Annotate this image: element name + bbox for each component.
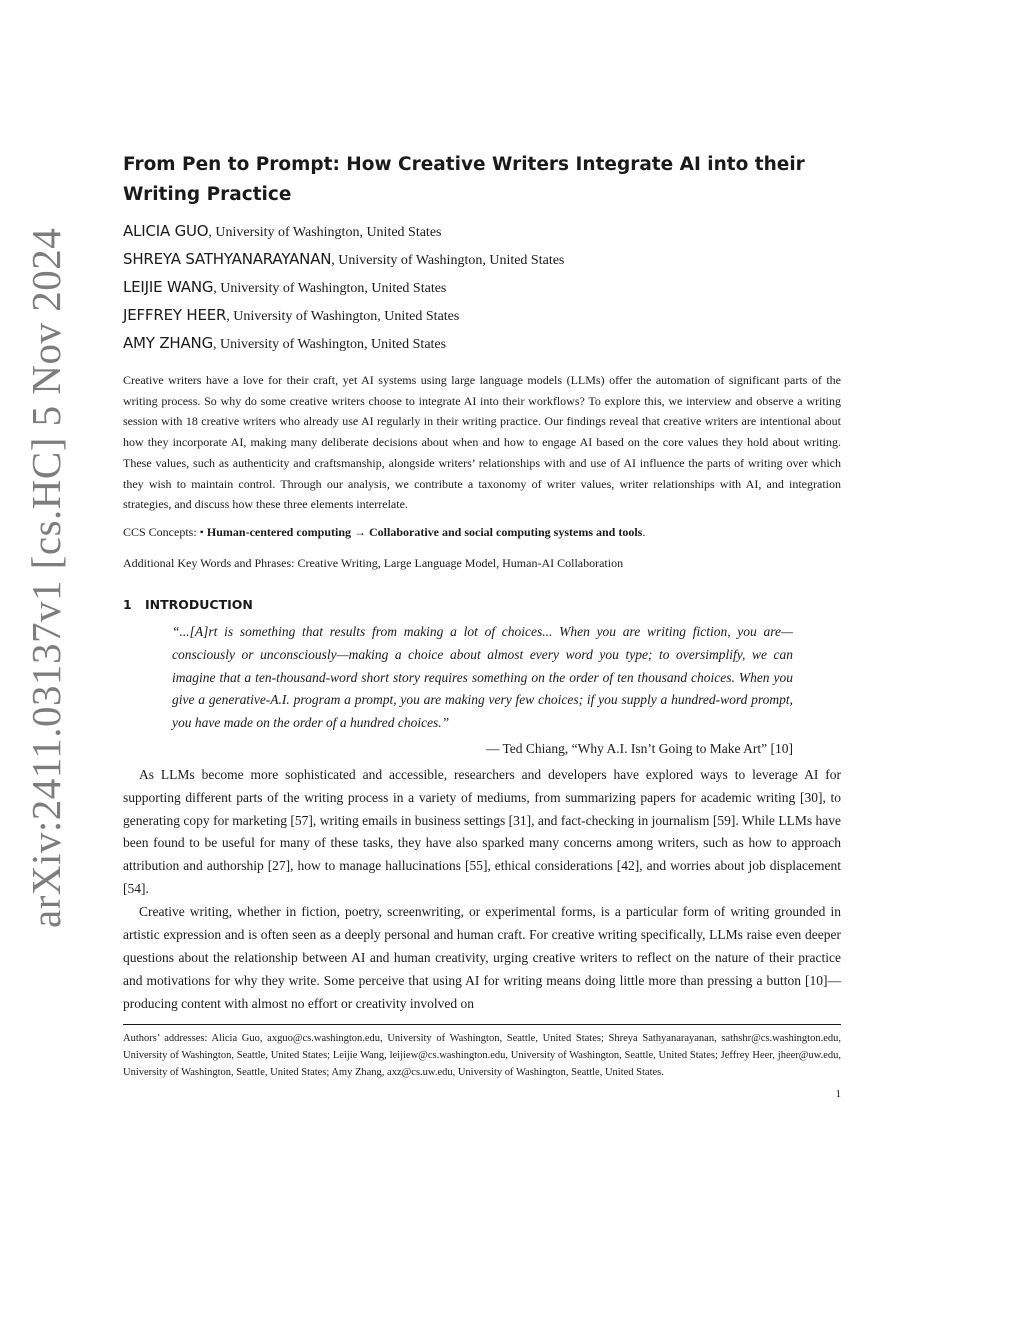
ccs-concepts	[123, 522, 841, 542]
author-list	[123, 218, 841, 358]
epigraph-quote: “...[A]rt is something that results from making a lot of choices... When you are writing fiction, you are—consciously or unconsciously—making a choice about almost every word you type; to oversimplify, we can imagine that a ten-thousand-word short story requires something on the order of ten thousand choices. When you give a generative-A.I. program a prompt, you are making very few choices; if you supply a hundred-word prompt, you have made on the order of a hundred choices.”	[172, 623, 793, 731]
author-affiliation: University of Washington, United States	[220, 281, 447, 296]
ccs-concept: Human-centered computing → Collaborative and social computing systems and tools	[206, 524, 643, 539]
author-entry: SHREYA SATHYANARAYANAN, University of Washington, United States	[123, 250, 565, 268]
author-name: JEFFREY HEER	[123, 306, 227, 324]
author-name: SHREYA SATHYANARAYANAN	[123, 250, 332, 268]
author-entry: AMY ZHANG, University of Washington, United States	[123, 334, 447, 352]
body-paragraph: Creative writing, whether in fiction, poetry, screenwriting, or experimental forms, is a particular form of writing grounded in artistic expression and is often seen as a deeply personal and human craft. For creative writing specifically, LLMs raise even deeper questions about the relationship between AI and human creativity, urging creative writers to reflect on the nature of their practice and motivations for why they write. Some perceive that using AI for writing means doing little more than pressing a button [10]—producing content with almost no effort or creativity involved on	[123, 904, 841, 1011]
author-affiliation: University of Washington, United States	[220, 337, 447, 352]
author-affiliation: University of Washington, United States	[233, 309, 460, 324]
authors-addresses-footnote: Authors’ addresses: Alicia Guo, axguo@cs.washington.edu, University of Washington, Seattle, United States; Shreya Sathyanarayanan, sathshr@cs.washington.edu, University of Washington, Seattle, United States; Leijie Wang, leijiew@cs.washington.edu, University of Washington, Seattle, United States; Jeffrey Heer, jheer@uw.edu, University of Washington, Seattle, United States; Amy Zhang, axz@cs.uw.edu, University of Washington, Seattle, United States.	[123, 1032, 841, 1078]
author-affiliation: University of Washington, United States	[338, 253, 565, 268]
keywords: Additional Key Words and Phrases: Creative Writing, Large Language Model, Human-AI Collaboration	[123, 555, 624, 570]
section-number: 1	[123, 596, 132, 612]
body-paragraph: As LLMs become more sophisticated and accessible, researchers and developers have explored ways to leverage AI for supporting different parts of the writing process in a variety of mediums, from summarizing papers for academic writing [30], to generating copy for marketing [57], writing emails in business settings [31], and fact-checking in journalism [59]. While LLMs have been found to be useful for many of these tasks, they have also sparked many concerns among writers, such as how to approach attribution and authorship [27], how to manage hallucinations [55], ethical considerations [42], and worries about job displacement [54].	[123, 766, 841, 897]
author-entry: LEIJIE WANG, University of Washington, United States	[123, 278, 447, 296]
paper-title: From Pen to Prompt: How Creative Writers Integrate AI into their Writing Practice	[123, 154, 805, 205]
footnote-divider	[123, 1024, 841, 1025]
author-entry: ALICIA GUO, University of Washington, United States	[123, 222, 442, 240]
abstract: Creative writers have a love for their craft, yet AI systems using large language models (LLMs) offer the automation of significant parts of the writing process. So why do some creative writers choose to integrate AI into their workflows? To explore this, we interview and observe a writing session with 18 creative writers who already use AI regularly in their writing practice. Our findings reveal that creative writers are intentional about how they incorporate AI, making many deliberate decisions about when and how to engage AI based on the core values they hold about writing. These values, such as authenticity and craftsmanship, alongside writers’ relationships with and use of AI influence the parts of writing over which they wish to maintain control. Through our analysis, we contribute a taxonomy of writer values, writer relationships with AI, and integration strategies, and discuss how these three elements interrelate.	[123, 373, 841, 512]
author-entry: JEFFREY HEER, University of Washington, United States	[123, 306, 460, 324]
ccs-end: .	[642, 524, 646, 539]
section-title: INTRODUCTION	[145, 596, 253, 612]
ccs-label: CCS Concepts: •	[123, 524, 204, 539]
section-heading	[123, 595, 841, 615]
author-name: ALICIA GUO	[123, 222, 209, 240]
arxiv-identifier: arXiv:2411.03137v1 [cs.HC] 5 Nov 2024	[23, 227, 69, 928]
quote-attribution: — Ted Chiang, “Why A.I. Isn’t Going to Make Art” [10]	[485, 740, 793, 756]
author-affiliation: University of Washington, United States	[215, 225, 442, 240]
author-name: LEIJIE WANG	[123, 278, 214, 296]
page-number: 1	[835, 1087, 841, 1100]
author-name: AMY ZHANG	[123, 334, 213, 352]
paper-page	[123, 150, 841, 1102]
